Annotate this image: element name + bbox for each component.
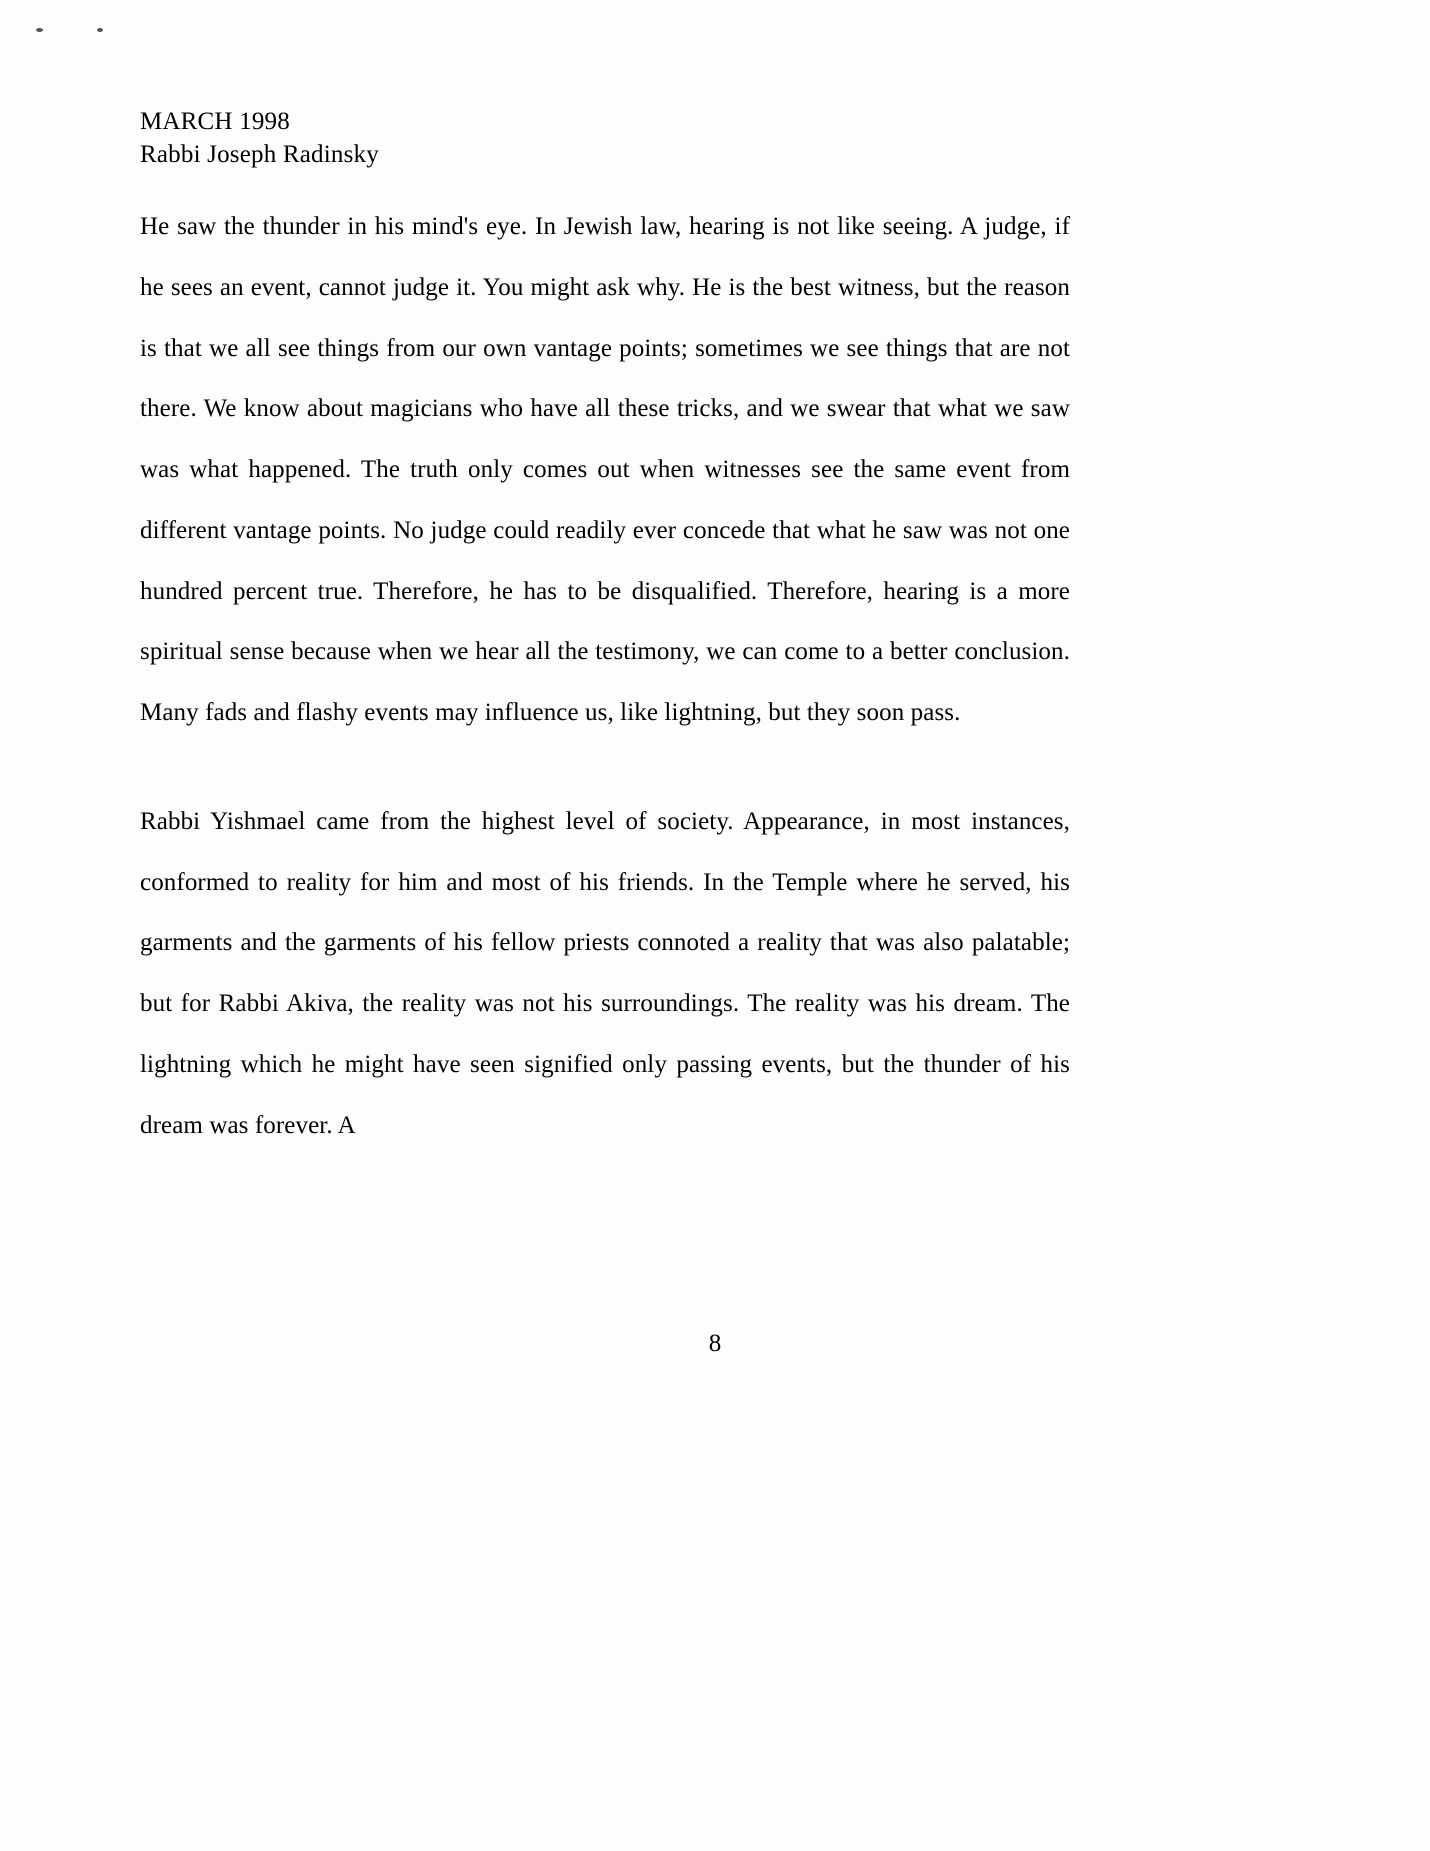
page-number: 8 (708, 1330, 722, 1357)
header-author: Rabbi Joseph Radinsky (140, 140, 379, 168)
paragraph-1: He saw the thunder in his mind's eye. In Jewish law, hearing is not like seeing. A judge, if he sees an event, cannot judge it. You might ask why. He is the best witness, but the reason is that we all see things from our own vantage points; sometimes we see things that are not there. We know about magicians who have all these tricks, and we swear that what we saw was what happened. The truth only comes out when witnesses see the same event from different vantage points. No judge could readily ever concede that what he saw was not one hundred percent true. Therefore, he has to be disqualified. Therefore, hearing is a more spiritual sense because when we hear all the testimony, we can come to a better conclusion. Many fads and flashy events may influence us, like lightning, but they soon pass. (140, 213, 1070, 726)
scan-speck-icon (36, 28, 43, 32)
document-header (140, 106, 1070, 171)
document-body (140, 106, 1070, 1156)
scan-speck-icon (97, 28, 103, 32)
paragraph-2: Rabbi Yishmael came from the highest level of society. Appearance, in most instances, conformed to reality for him and most of his friends. In the Temple where he served, his garments and the garments of his fellow priests connoted a reality that was also palatable; but for Rabbi Akiva, the reality was not his surroundings. The reality was his dream. The lightning which he might have seen signified only passing events, but the thunder of his dream was forever. A (140, 807, 1070, 1139)
header-date: MARCH 1998 (140, 108, 290, 135)
